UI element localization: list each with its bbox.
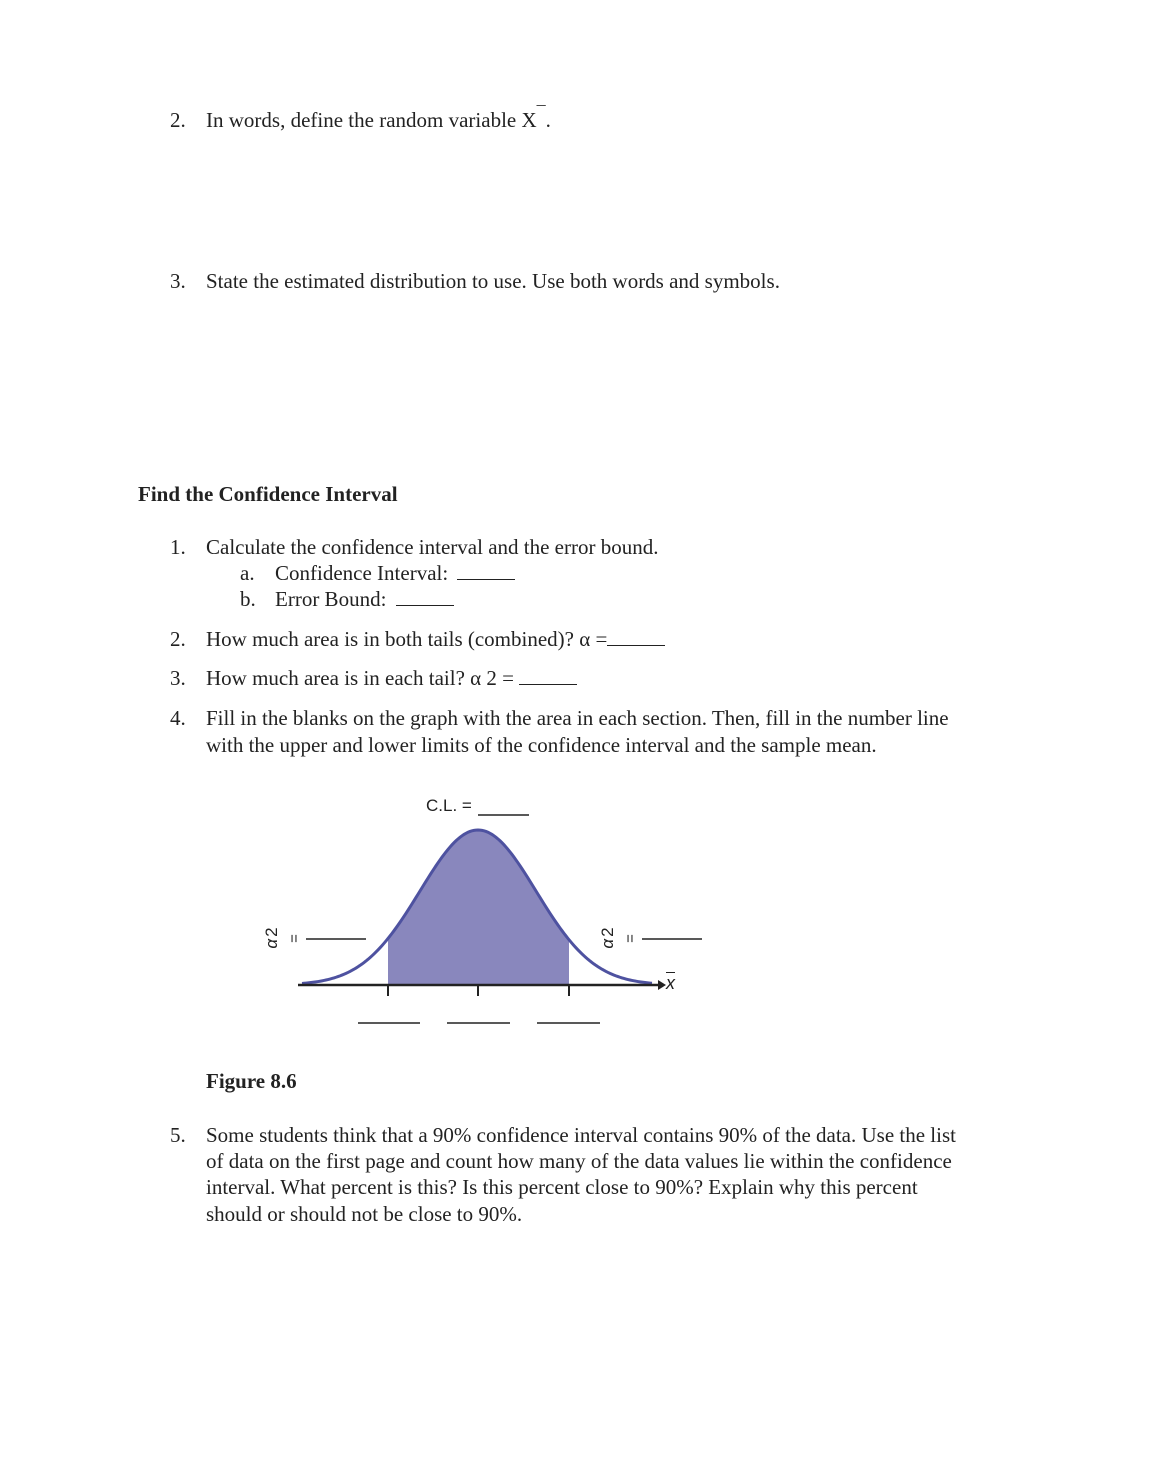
- left-alpha-equals: =: [285, 934, 303, 943]
- x-axis-arrow: [658, 980, 666, 990]
- left-alpha-denominator: 2: [262, 927, 281, 937]
- item4-number: 4.: [170, 706, 186, 730]
- xbar-symbol: $\overline{x}$: [666, 973, 675, 993]
- confidence-interval-blank[interactable]: [457, 579, 515, 580]
- item1b-label: Error Bound:: [275, 587, 387, 611]
- q2-text: [206, 103, 551, 133]
- item5-line1: Some students think that a 90% confidence interval contains 90% of the data. Use the list: [206, 1123, 956, 1147]
- q2-number: 2.: [170, 108, 186, 132]
- item1b-letter: b.: [240, 587, 256, 611]
- item3-number: 3.: [170, 666, 186, 690]
- left-alpha-symbol: α: [262, 938, 281, 949]
- item1a-letter: a.: [240, 561, 255, 585]
- right-alpha-denominator: 2: [598, 927, 617, 937]
- item4-line1: Fill in the blanks on the graph with the area in each section. Then, fill in the number line: [206, 706, 949, 730]
- item5-number: 5.: [170, 1123, 186, 1147]
- q2-overbar: ¯: [536, 103, 546, 123]
- q3-number: 3.: [170, 269, 186, 293]
- confidence-region: [388, 830, 569, 985]
- xbar-label: [666, 973, 675, 994]
- item2-row: [206, 627, 665, 652]
- item2-number: 2.: [170, 627, 186, 651]
- item5-line4: should or should not be close to 90%.: [206, 1202, 523, 1226]
- item1-text: Calculate the confidence interval and the error bound.: [206, 535, 659, 559]
- item5-line2: of data on the first page and count how many of the data values lie within the confidence: [206, 1149, 952, 1173]
- figure-caption: Figure 8.6: [206, 1069, 297, 1093]
- item5-line3: interval. What percent is this? Is this percent close to 90%? Explain why this percent: [206, 1175, 918, 1199]
- q3-text: State the estimated distribution to use. Use both words and symbols.: [206, 269, 780, 293]
- normal-curve-figure: [240, 790, 720, 1040]
- item1-number: 1.: [170, 535, 186, 559]
- item1b-row: [275, 587, 454, 612]
- item1a-row: [275, 561, 515, 586]
- cl-label: C.L. =: [426, 796, 472, 815]
- alpha-half-blank[interactable]: [519, 684, 577, 685]
- right-alpha-symbol: α: [598, 938, 617, 949]
- q2-period: .: [545, 108, 551, 132]
- item2-text: How much area is in both tails (combined)? α =: [206, 627, 608, 651]
- normal-curve-svg: [240, 790, 720, 1040]
- right-alpha-equals: =: [621, 934, 639, 943]
- item3-text: How much area is in each tail? α 2 =: [206, 666, 514, 690]
- section-heading: Find the Confidence Interval: [138, 482, 398, 506]
- alpha-blank[interactable]: [607, 645, 665, 646]
- q2-text-body: In words, define the random variable X: [206, 108, 537, 132]
- item3-row: [206, 666, 577, 691]
- item4-line2: with the upper and lower limits of the confidence interval and the sample mean.: [206, 733, 877, 757]
- error-bound-blank[interactable]: [396, 605, 454, 606]
- item1a-label: Confidence Interval:: [275, 561, 449, 585]
